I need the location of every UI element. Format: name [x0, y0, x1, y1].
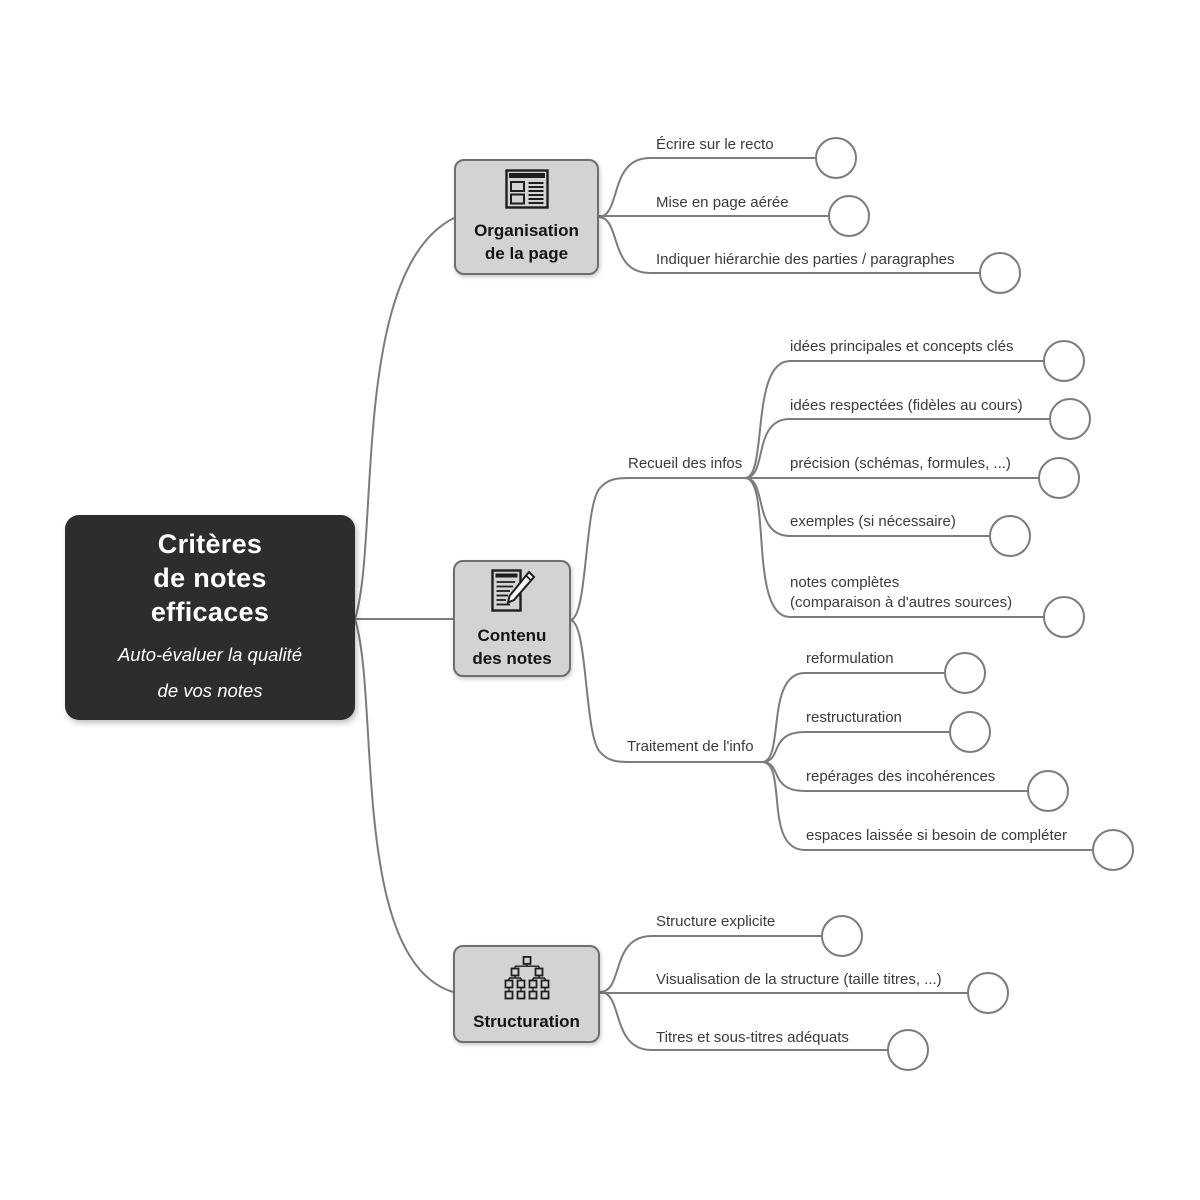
link-traitement-leaf2 [762, 732, 950, 762]
leaf-visualisation-structure[interactable]: Visualisation de la structure (taille titres, ...) [656, 971, 942, 988]
leaf-restructuration[interactable]: restructuration [806, 709, 902, 726]
leaf-circle[interactable] [950, 712, 990, 752]
central-topic[interactable] [65, 515, 355, 720]
leaf-circle[interactable] [829, 196, 869, 236]
leaf-circle[interactable] [816, 138, 856, 178]
branch-label: Structuration [473, 1011, 580, 1031]
branch-contenu[interactable] [453, 560, 571, 677]
leaf-circle[interactable] [1039, 458, 1079, 498]
link-central-organisation [355, 218, 454, 619]
branch-label: Organisation de la page [474, 221, 579, 263]
leaf-titres-sous-titres[interactable]: Titres et sous-titres adéquats [656, 1029, 849, 1046]
central-subtitle: Auto-évaluer la qualité de vos notes [117, 643, 303, 701]
leaf-circle[interactable] [990, 516, 1030, 556]
subnode-traitement-de-l-info[interactable]: Traitement de l'info [627, 738, 754, 755]
branch-structuration[interactable] [453, 945, 600, 1043]
hierarchy-icon [504, 956, 550, 1005]
leaf-notes-completes[interactable] [790, 573, 1012, 613]
central-title: Critères de notes efficaces [150, 528, 270, 627]
leaf-circle[interactable] [980, 253, 1020, 293]
branch-organisation[interactable] [454, 159, 599, 275]
leaf-circle[interactable] [1028, 771, 1068, 811]
leaf-circle[interactable] [1050, 399, 1090, 439]
link-contenu-recueil [570, 478, 745, 620]
leaf-idees-principales[interactable]: idées principales et concepts clés [790, 338, 1014, 355]
leaf-indiquer-hierarchie[interactable]: Indiquer hiérarchie des parties / paragraphes [656, 251, 955, 268]
page-layout-icon [505, 169, 549, 214]
leaf-circle[interactable] [1093, 830, 1133, 870]
leaf-circle[interactable] [968, 973, 1008, 1013]
leaf-idees-respectees[interactable]: idées respectées (fidèles au cours) [790, 397, 1023, 414]
leaf-notes-completes-line2: (comparaison à d'autres sources) [790, 594, 1013, 611]
leaf-reperages-incoherences[interactable]: repérages des incohérences [806, 768, 996, 785]
branch-label: Contenu des notes [472, 625, 552, 668]
link-central-structuration [355, 619, 453, 992]
leaf-structure-explicite[interactable]: Structure explicite [656, 913, 776, 930]
leaf-exemples[interactable]: exemples (si nécessaire) [790, 513, 956, 530]
document-pencil-icon [488, 568, 536, 619]
subnode-recueil-des-infos[interactable]: Recueil des infos [628, 455, 743, 472]
leaf-notes-completes-line1: notes complètes [790, 574, 900, 591]
leaf-circle[interactable] [945, 653, 985, 693]
leaf-reformulation[interactable]: reformulation [806, 650, 894, 667]
leaf-espaces-laissees[interactable]: espaces laissée si besoin de compléter [806, 827, 1067, 844]
leaf-mise-en-page-aeree[interactable]: Mise en page aérée [656, 194, 789, 211]
leaf-circle[interactable] [822, 916, 862, 956]
leaf-circle[interactable] [1044, 341, 1084, 381]
leaf-ecrire-sur-le-recto[interactable]: Écrire sur le recto [656, 136, 774, 153]
leaf-circle[interactable] [888, 1030, 928, 1070]
leaf-circle[interactable] [1044, 597, 1084, 637]
leaf-precision[interactable]: précision (schémas, formules, ...) [790, 455, 1011, 472]
